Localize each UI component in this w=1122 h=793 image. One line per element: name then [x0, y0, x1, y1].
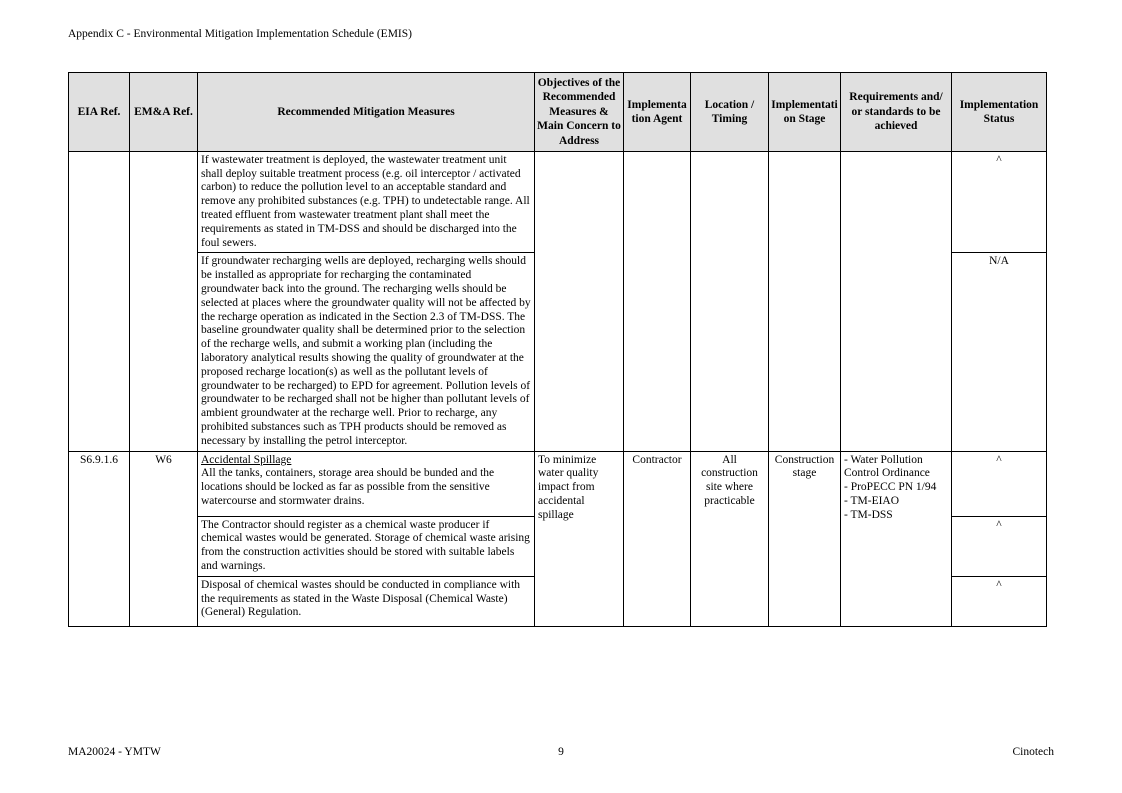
column-header-stage: Implementation Stage: [769, 73, 841, 152]
measure-text: All the tanks, containers, storage area should be bunded and the locations should be locked as far as possible from the sensitive watercourse and stormwater drains.: [201, 467, 495, 507]
requirements-cell: [841, 151, 952, 451]
footer-company: Cinotech: [1012, 746, 1054, 758]
measure-heading: Accidental Spillage: [201, 453, 292, 466]
measure-cell-groundwater-recharging: [198, 253, 535, 451]
column-header-requirements: Requirements and/ or standards to be achieved: [841, 73, 952, 152]
emis-table: [68, 72, 1047, 627]
measure-cell-chemical-waste-producer: [198, 516, 535, 576]
status-cell: ^: [952, 516, 1047, 576]
location-cell: All construction site where practicable: [691, 451, 769, 626]
location-cell: [691, 151, 769, 451]
status-cell: ^: [952, 451, 1047, 516]
appendix-title: Appendix C - Environmental Mitigation Implementation Schedule (EMIS): [68, 28, 412, 40]
measure-text: The Contractor should register as a chemical waste producer if chemical wastes would be generated. Storage of chemical waste arising from the construction activities should be stored with suitable labels and warnings.: [201, 518, 530, 572]
objectives-cell: To minimize water quality impact from accidental spillage: [535, 451, 624, 626]
eia-ref-cell: [69, 151, 130, 451]
objectives-cell: [535, 151, 624, 451]
column-header-agent: Implementation Agent: [624, 73, 691, 152]
footer-page-number: 9: [558, 746, 564, 758]
ema-ref-cell: [130, 151, 198, 451]
page-footer: [68, 746, 1054, 758]
column-header-ema-ref: EM&A Ref.: [130, 73, 198, 152]
status-cell: ^: [952, 151, 1047, 253]
stage-cell: [769, 151, 841, 451]
column-header-location-timing: Location / Timing: [691, 73, 769, 152]
column-header-measures: Recommended Mitigation Measures: [198, 73, 535, 152]
measure-text: If groundwater recharging wells are deployed, recharging wells should be installed as appropriate for recharging the contaminated groundwater back into the ground. The recharging wells should be selected at places where the groundwater quality will not be affected by the recharge operation as indicated in the Section 2.3 of TM-DSS. The baseline groundwater quality shall be determined prior to the selection of the recharge wells, and submit a working plan (including the laboratory analytical results showing the quality of groundwater at the proposed recharge location(s) as well as the pollutant levels of groundwater to be recharged) to EPD for agreement. Pollution levels of groundwater to be recharged shall not be higher than pollutant levels of ambient groundwater at the recharge well. Prior to recharge, any prohibited substances such as TPH products should be removed as necessary by installing the petrol interceptor.: [201, 255, 531, 447]
status-cell: ^: [952, 576, 1047, 626]
status-cell: N/A: [952, 253, 1047, 451]
measure-text: Disposal of chemical wastes should be conducted in compliance with the requirements as stated in the Waste Disposal (Chemical Waste) (General) Regulation.: [201, 578, 521, 619]
table-header-row: [69, 73, 1047, 152]
column-header-eia-ref: EIA Ref.: [69, 73, 130, 152]
column-header-status: Implementation Status: [952, 73, 1047, 152]
eia-ref-cell: S6.9.1.6: [69, 451, 130, 626]
table-row: [69, 451, 1047, 516]
column-header-objectives: Objectives of the Recommended Measures & Main Concern to Address: [535, 73, 624, 152]
measure-cell-wastewater-treatment: [198, 151, 535, 253]
table-row: [69, 151, 1047, 253]
ema-ref-cell: W6: [130, 451, 198, 626]
stage-cell: Construction stage: [769, 451, 841, 626]
agent-cell: Contractor: [624, 451, 691, 626]
measure-text: If wastewater treatment is deployed, the wastewater treatment unit shall deploy suitable treatment process (e.g. oil interceptor / activated carbon) to reduce the pollution level to an acceptable standard and remove any prohibited substances (e.g. TPH) to undetectable range. All treated effluent from wastewater treatment plant shall meet the requirements as stated in TM-DSS and should be discharged into the foul sewers.: [201, 153, 530, 249]
measure-cell-chemical-waste-disposal: [198, 576, 535, 626]
agent-cell: [624, 151, 691, 451]
requirements-cell: - Water Pollution Control Ordinance - ProPECC PN 1/94 - TM-EIAO - TM-DSS: [841, 451, 952, 626]
measure-cell-accidental-spillage: [198, 451, 535, 516]
footer-project-ref: MA20024 - YMTW: [68, 746, 161, 758]
